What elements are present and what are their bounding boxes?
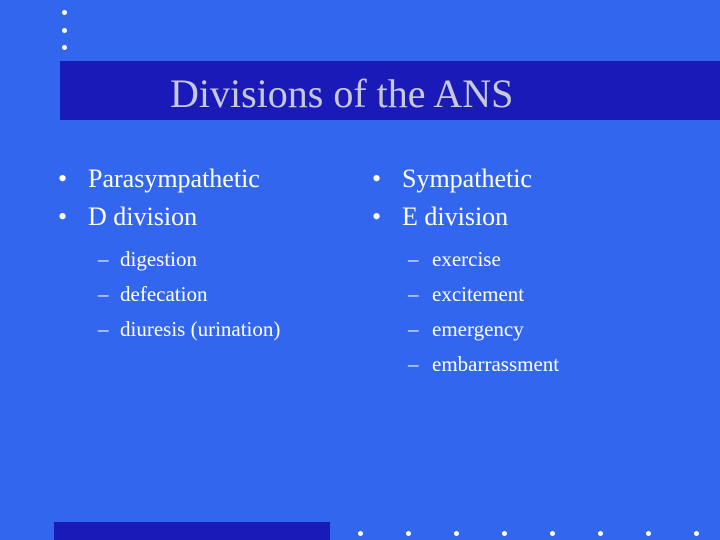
left-column bbox=[58, 160, 280, 347]
sub-item-text: diuresis (urination) bbox=[120, 317, 281, 341]
bullet-marker: • bbox=[372, 164, 382, 193]
right-column bbox=[372, 160, 559, 382]
sub-item-text: exercise bbox=[432, 247, 501, 271]
sub-item-text: emergency bbox=[432, 317, 524, 341]
decorative-dot bbox=[62, 10, 67, 15]
sub-item-text: excitement bbox=[432, 282, 525, 306]
sub-item bbox=[98, 242, 280, 277]
bullet-text: E division bbox=[402, 202, 509, 231]
bullet-marker: • bbox=[372, 202, 382, 231]
bullet-text: D division bbox=[88, 202, 198, 231]
dash-marker: – bbox=[98, 247, 109, 271]
decorative-dot bbox=[646, 531, 651, 536]
dash-marker: – bbox=[408, 247, 419, 271]
decorative-dot bbox=[694, 531, 699, 536]
decorative-dot bbox=[502, 531, 507, 536]
decorative-dot bbox=[598, 531, 603, 536]
bullet-item bbox=[58, 160, 280, 198]
sub-item bbox=[98, 277, 280, 312]
sub-item-text: digestion bbox=[120, 247, 197, 271]
decorative-dot bbox=[550, 531, 555, 536]
bullet-item bbox=[372, 198, 559, 236]
decorative-dot bbox=[406, 531, 411, 536]
dash-marker: – bbox=[408, 352, 419, 376]
sub-item bbox=[408, 277, 559, 312]
sub-item-text: embarrassment bbox=[432, 352, 560, 376]
bullet-text: Sympathetic bbox=[402, 164, 532, 193]
bullet-marker: • bbox=[58, 164, 68, 193]
dash-marker: – bbox=[408, 317, 419, 341]
sub-item bbox=[408, 312, 559, 347]
bullet-item bbox=[58, 198, 280, 236]
sub-item bbox=[408, 347, 559, 382]
sub-item bbox=[408, 242, 559, 277]
decorative-dot bbox=[454, 531, 459, 536]
sub-item bbox=[98, 312, 280, 347]
bullet-marker: • bbox=[58, 202, 68, 231]
sub-list bbox=[58, 242, 280, 347]
bullet-item bbox=[372, 160, 559, 198]
sub-list bbox=[372, 242, 559, 382]
dash-marker: – bbox=[408, 282, 419, 306]
bullet-text: Parasympathetic bbox=[88, 164, 260, 193]
dash-marker: – bbox=[98, 282, 109, 306]
decorative-dot bbox=[62, 28, 67, 33]
decorative-dot bbox=[62, 45, 67, 50]
dash-marker: – bbox=[98, 317, 109, 341]
slide-title: Divisions of the ANS bbox=[170, 71, 514, 116]
bottom-band bbox=[54, 522, 330, 540]
sub-item-text: defecation bbox=[120, 282, 208, 306]
decorative-dot bbox=[358, 531, 363, 536]
